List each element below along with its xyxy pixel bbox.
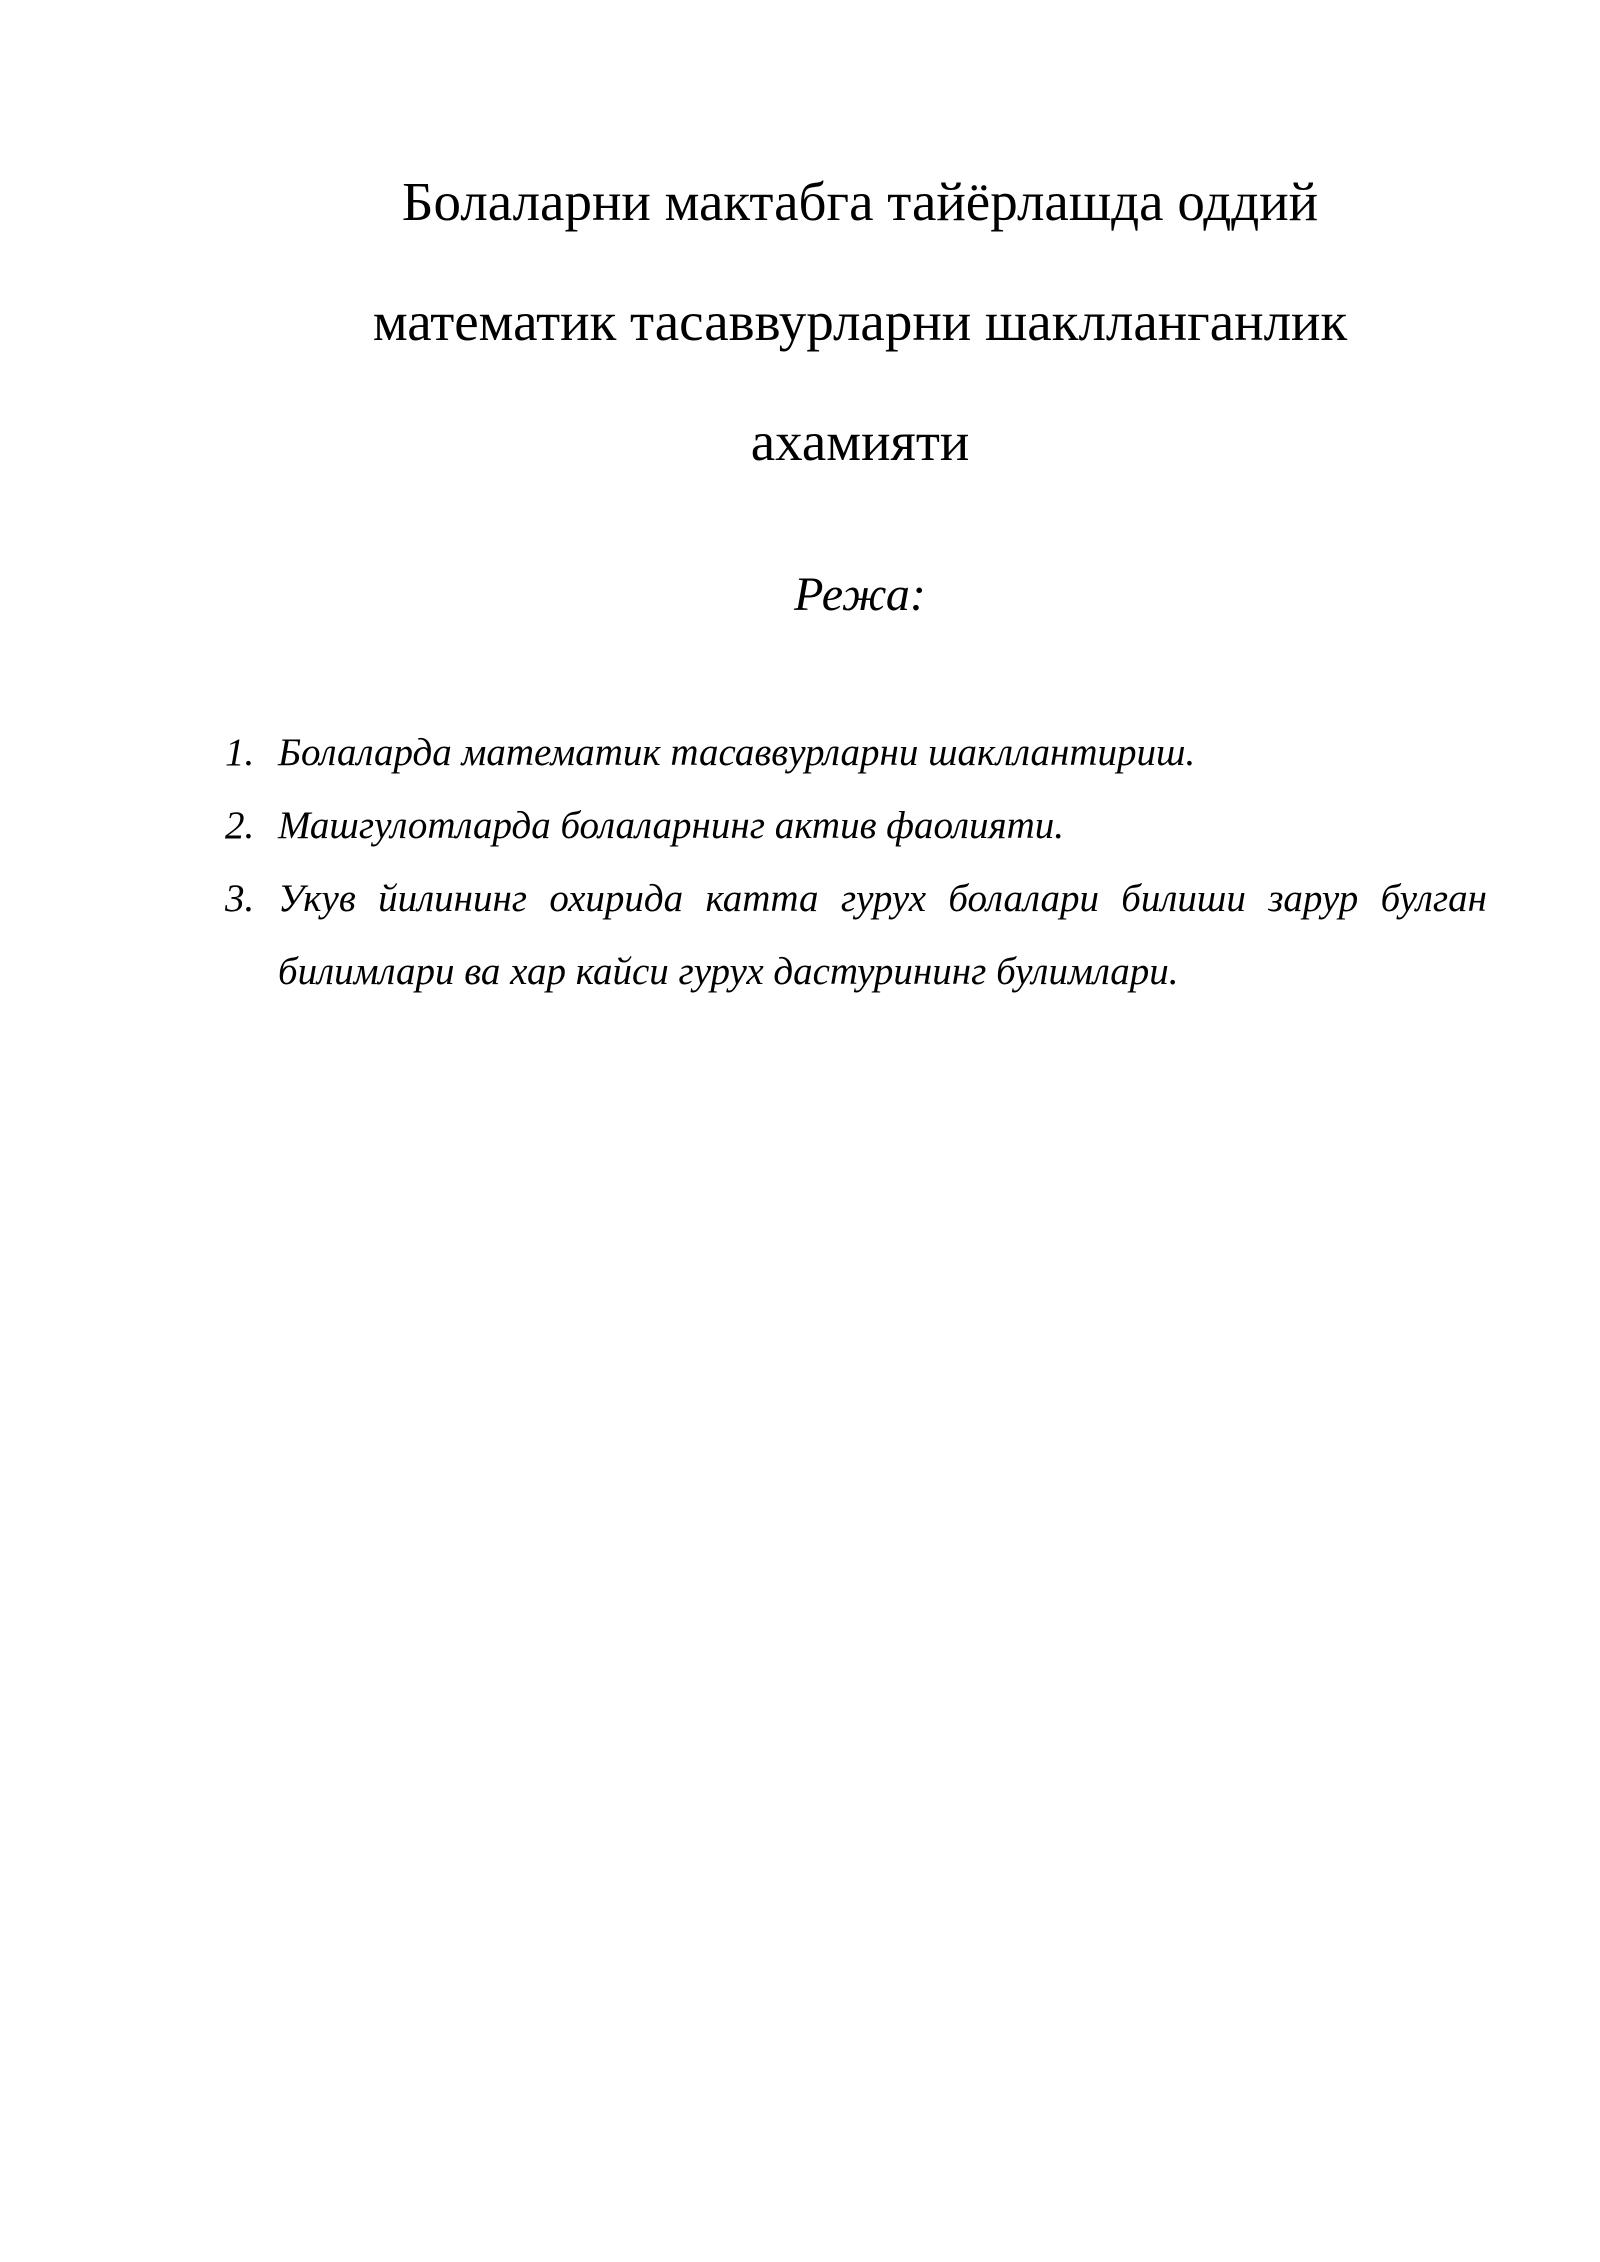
plan-item-text: Машгулотларда болаларнинг актив фаолияти. — [278, 804, 1065, 847]
plan-item-number: 3. — [225, 877, 255, 920]
plan-item-number: 2. — [225, 804, 255, 847]
plan-heading: Режа: — [794, 568, 926, 621]
title-line-3: ахамияти — [750, 411, 970, 472]
document-title — [260, 142, 1460, 502]
plan-item-3 — [225, 862, 1487, 1008]
plan-item-2 — [225, 789, 1487, 862]
plan-item-text: Болаларда математик тасаввурларни шакллантириш. — [278, 731, 1196, 774]
plan-item-1 — [225, 716, 1487, 789]
plan-list — [225, 716, 1487, 1008]
plan-item-number: 1. — [225, 731, 255, 774]
title-line-1: Болаларни мактабга тайёрлашда оддий — [401, 171, 1319, 232]
title-line-2: математик тасаввурларни шаклланганлик — [372, 291, 1348, 352]
plan-item-text: Укув йилининг охирида катта гурух болалари билиши зарур булган билимлари ва хар кайси гурух дастурининг булимлари. — [278, 877, 1487, 993]
